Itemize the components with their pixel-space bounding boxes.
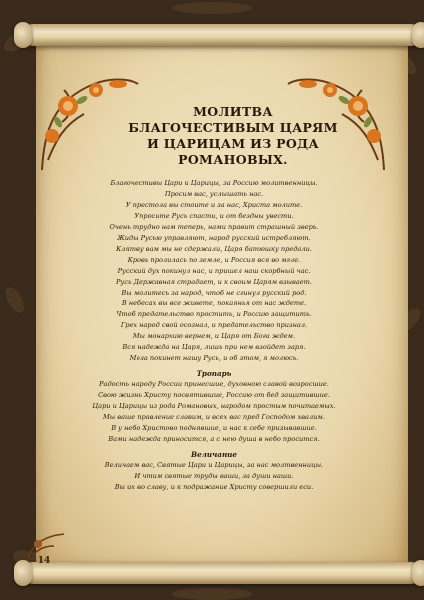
prayer-line: Благочестивы Цари и Царицы, за Россию молитвенницы.	[110, 179, 318, 187]
magnification-line: Величаем вас, Святые Цари и Царицы, за нас молтвенницы.	[104, 460, 324, 469]
prayer-line: Чтоб предательство простить, и Россию защитить.	[116, 310, 312, 319]
troparion-line: Свою жизнь Христу посвятившие, Россию от бед защитившие.	[98, 391, 330, 400]
magnification-line: Вы их во славу, и к подражание Христу совершили еси.	[114, 482, 314, 491]
prayer-line: В небесах вы все живете, покаянья от нас ждете.	[121, 299, 307, 308]
prayer-line: Просим вас, услышать нас.	[164, 189, 264, 198]
troparion-heading: Тропарь	[196, 369, 232, 379]
title-line-2: БЛАГОЧЕСТИВЫМ ЦАРЯМ	[128, 120, 338, 135]
prayer-line: У престола вы стоите и за нас, Христа молите.	[125, 200, 303, 209]
prayer-body	[36, 178, 392, 493]
prayer-line: Русь Державная страдает, и к своим Царям взывает.	[115, 277, 313, 286]
prayer-title	[118, 104, 348, 168]
prayer-line: Упросите Русь спасти, и от бездны увести.	[134, 211, 294, 220]
prayer-line: Жиды Русью управляют, народ русский истребляют.	[117, 233, 311, 242]
prayer-line: Русский дух покинул нас, и пришел наш скорбный час.	[117, 266, 311, 275]
scroll-roll-end-left	[14, 22, 32, 48]
scroll-roll-end-right-bottom	[412, 560, 424, 586]
scroll-roll-top	[22, 24, 422, 46]
magnification-heading: Величание	[191, 449, 237, 459]
prayer-line: Вы молитесь за народ, чтоб не сгинул русский род.	[121, 288, 307, 297]
troparion-line: Вами надежда приносится, а с нею душа в небо просится.	[108, 434, 320, 443]
scroll-roll-bottom	[22, 562, 422, 584]
prayer-line: Мгла покинет нашу Русь, и об этом, я молюсь.	[129, 354, 299, 363]
title-line-1: МОЛИТВА	[193, 104, 273, 119]
prayer-line: Грех народ свой осознал, и предательство признал.	[120, 321, 308, 330]
scroll-roll-end-right	[412, 22, 424, 48]
troparion-line: Цари и Царицы из рода Романовых, народом простым почитаемых.	[92, 402, 336, 411]
title-line-3: И ЦАРИЦАМ ИЗ РОДА РОМАНОВЫХ.	[147, 136, 319, 167]
prayer-line: Вся надежда на Царя, лишь при нем взойдет заря.	[122, 343, 306, 352]
prayer-line: Мы монархию вернем, и Царя от Бога ждем.	[132, 332, 296, 341]
troparion-line: Радость народу России принесшие, духовною славой возросшие.	[99, 380, 329, 389]
page-number: 14	[37, 556, 51, 566]
prayer-line: Очень трудно нам теперь, нами правит страшный зверь.	[109, 222, 319, 231]
prayer-line: Кровь пролилась по земле, и Россия вся во мгле.	[127, 255, 301, 264]
prayer-line: Клятву вам мы не сдержали, Царя батюшку предали.	[116, 244, 312, 253]
troparion-line: Мы ваше правление славим, и всех вас пред Господом хвалим.	[103, 413, 325, 422]
troparion-line: В у небо Христово поднявшие, и нас к себе призывавшие.	[111, 424, 317, 433]
magnification-line: И чтим святые труды ваши, за души наши.	[134, 471, 294, 480]
